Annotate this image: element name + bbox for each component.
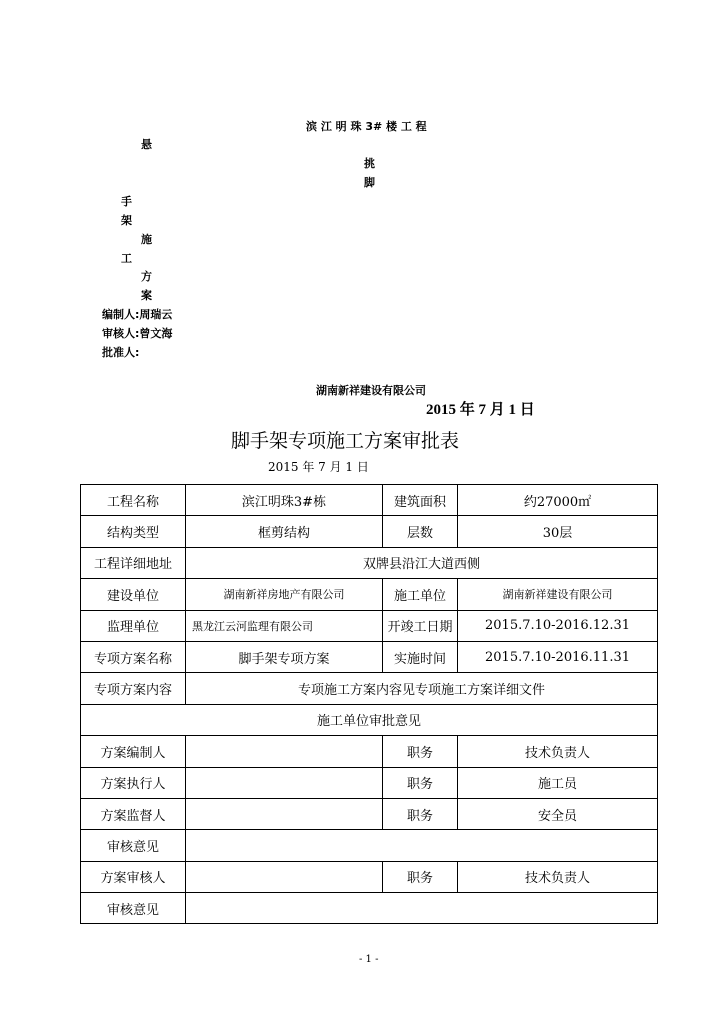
- field-label: 层数: [383, 516, 458, 547]
- table-row: [81, 579, 658, 610]
- field-label: 专项方案内容: [81, 673, 186, 704]
- form-date: 2015 年 7 月 1 日: [268, 460, 369, 474]
- field-value: 脚手架专项方案: [186, 641, 383, 672]
- field-value: 湖南新祥建设有限公司: [458, 579, 658, 610]
- table-row: [81, 767, 658, 798]
- field-label: 监理单位: [81, 610, 186, 641]
- reviewer-line: 审核人:曾文海: [102, 327, 173, 340]
- field-label: 方案监督人: [81, 798, 186, 829]
- field-label: 方案编制人: [81, 736, 186, 767]
- field-value: 黑龙江云河监理有限公司: [186, 610, 383, 641]
- field-label: 工程名称: [81, 485, 186, 516]
- field-value: 2015.7.10-2016.11.31: [458, 641, 658, 672]
- field-label: 职务: [383, 767, 458, 798]
- table-row: [81, 485, 658, 516]
- table-row: [81, 547, 658, 578]
- field-value: 技术负责人: [458, 861, 658, 892]
- table-row: [81, 673, 658, 704]
- field-label: 实施时间: [383, 641, 458, 672]
- cover-vertical-char: 挑: [364, 157, 375, 170]
- table-row: [81, 736, 658, 767]
- field-value: 施工员: [458, 767, 658, 798]
- project-title: 滨 江 明 珠 3# 楼 工 程: [306, 120, 427, 133]
- field-value: 滨江明珠3#栋: [186, 485, 383, 516]
- field-label: 审核意见: [81, 893, 186, 924]
- table-row: [81, 830, 658, 861]
- field-value: 安全员: [458, 798, 658, 829]
- field-value: 约27000㎡: [458, 485, 658, 516]
- field-value: [186, 893, 658, 924]
- table-row: [81, 610, 658, 641]
- form-title: 脚手架专项施工方案审批表: [231, 430, 460, 452]
- table-row: [81, 861, 658, 892]
- approver-line: 批准人:: [102, 346, 140, 359]
- field-value: 技术负责人: [458, 736, 658, 767]
- field-label: 施工单位: [383, 579, 458, 610]
- field-label: 职务: [383, 861, 458, 892]
- field-value: 2015.7.10-2016.12.31: [458, 610, 658, 641]
- field-label: 结构类型: [81, 516, 186, 547]
- field-label: 建筑面积: [383, 485, 458, 516]
- company-name: 湖南新祥建设有限公司: [316, 384, 426, 397]
- field-value: [186, 798, 383, 829]
- field-value: [186, 861, 383, 892]
- field-value: 30层: [458, 516, 658, 547]
- table-row: [81, 704, 658, 735]
- page-number: - 1 -: [359, 954, 379, 965]
- table-row: [81, 798, 658, 829]
- approval-table: [80, 484, 658, 924]
- field-label: 方案执行人: [81, 767, 186, 798]
- field-label: 职务: [383, 736, 458, 767]
- cover-vertical-char: 手: [121, 195, 132, 208]
- field-value: 湖南新祥房地产有限公司: [186, 579, 383, 610]
- table-row: [81, 516, 658, 547]
- cover-vertical-char: 施: [141, 233, 152, 246]
- field-value: [186, 767, 383, 798]
- field-label: 开竣工日期: [383, 610, 458, 641]
- table-row: [81, 641, 658, 672]
- section-header: 施工单位审批意见: [81, 704, 658, 735]
- cover-vertical-char: 脚: [364, 176, 375, 189]
- cover-vertical-char: 工: [121, 252, 132, 265]
- field-label: 职务: [383, 798, 458, 829]
- field-label: 建设单位: [81, 579, 186, 610]
- field-label: 审核意见: [81, 830, 186, 861]
- field-value: [186, 736, 383, 767]
- cover-vertical-char: 方: [141, 270, 152, 283]
- field-label: 工程详细地址: [81, 547, 186, 578]
- cover-date: 2015 年 7 月 1 日: [426, 402, 535, 418]
- field-value: 双牌县沿江大道西侧: [186, 547, 658, 578]
- cover-vertical-char: 架: [121, 214, 132, 227]
- field-label: 方案审核人: [81, 861, 186, 892]
- field-value: 专项施工方案内容见专项施工方案详细文件: [186, 673, 658, 704]
- table-row: [81, 893, 658, 924]
- compiler-line: 编制人:周瑞云: [102, 308, 173, 321]
- field-value: [186, 830, 658, 861]
- field-label: 专项方案名称: [81, 641, 186, 672]
- cover-vertical-char: 悬: [141, 138, 152, 151]
- cover-vertical-char: 案: [141, 289, 152, 302]
- field-value: 框剪结构: [186, 516, 383, 547]
